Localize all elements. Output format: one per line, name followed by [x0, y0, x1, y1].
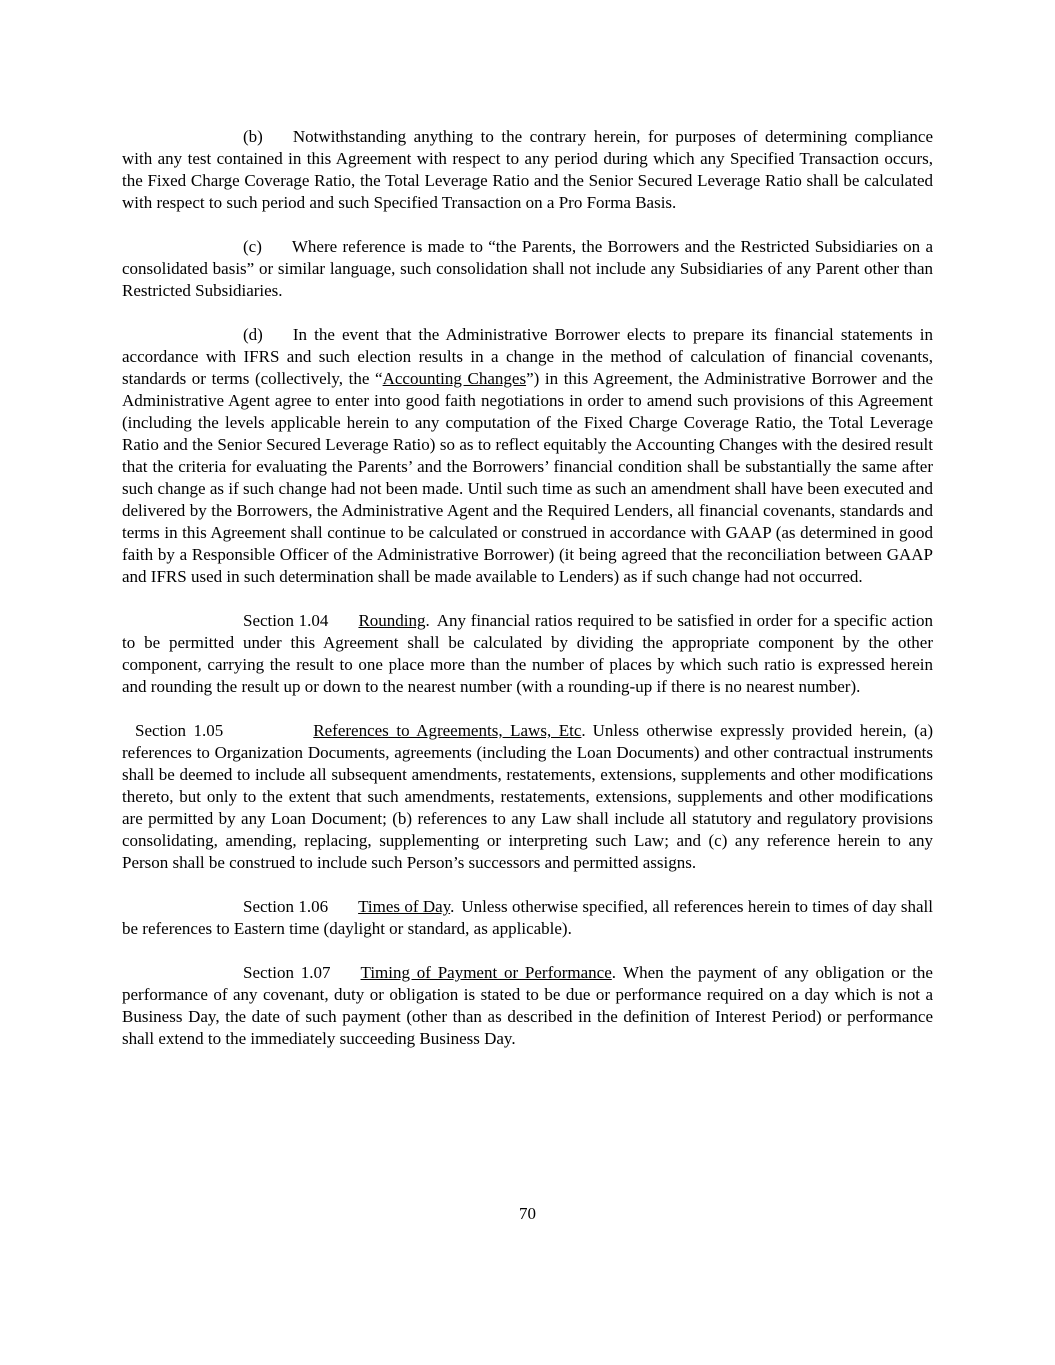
- section-1-05-text: Unless otherwise expressly provided herein, (a) references to Organization Documents, agreements (including the Loan Documents) and other contractual instruments shall be deemed to include all subsequent amendments, restatements, extensions, supplements and other modifications thereto, but only to the extent that such amendments, restatements, extensions, supplements and other modifications are permitted by any Loan Document; (b) references to any Law shall include all statutory and regulatory provisions consolidating, amending, replacing, supplementing or interpreting such Law; and (c) any reference herein to any Person shall be construed to include such Person’s successors and permitted assigns.: [122, 721, 933, 872]
- paragraph-c: [122, 236, 933, 302]
- section-1-06: [122, 896, 933, 940]
- paragraph-c-text: Where reference is made to “the Parents, the Borrowers and the Restricted Subsidiaries on a consolidated basis” or similar language, such consolidation shall not include any Subsidiaries of any Parent other than Restricted Subsidiaries.: [122, 237, 933, 300]
- section-1-07-label: Section 1.07: [243, 963, 331, 982]
- section-1-04: [122, 610, 933, 698]
- section-1-04-heading: Rounding: [358, 611, 426, 630]
- section-1-07-heading: Timing of Payment or Performance: [360, 963, 612, 982]
- section-1-05-heading-period: .: [581, 721, 586, 740]
- section-1-05-label: Section 1.05: [135, 721, 224, 740]
- paragraph-d-text-after: ”) in this Agreement, the Administrative Borrower and the Administrative Agent agree to enter into good faith negotiations in order to amend such provisions of this Agreement (including the levels applicable herein to any computation of the Fixed Charge Coverage Ratio, the Total Leverage Ratio and the Senior Secured Leverage Ratio) so as to reflect equitably the Accounting Changes with the desired result that the criteria for evaluating the Parents’ and the Borrowers’ financial condition shall be substantially the same after such change as if such change had not been made. Until such time as such an amendment shall have been executed and delivered by the Borrowers, the Administrative Agent and the Required Lenders, all financial covenants, standards and terms in this Agreement shall continue to be calculated or construed in accordance with GAAP (as determined in good faith by a Responsible Officer of the Administrative Borrower) (it being agreed that the reconciliation between GAAP and IFRS used in such determination shall be made available to Lenders) as if such change had not occurred.: [122, 369, 933, 586]
- page-number: 70: [519, 1204, 536, 1223]
- paragraph-d-label: (d): [243, 325, 263, 344]
- section-1-06-text: Unless otherwise specified, all references herein to times of day shall be references to Eastern time (daylight or standard, as applicable).: [122, 897, 934, 938]
- section-1-07-heading-period: .: [611, 963, 617, 982]
- defined-term-accounting-changes: Accounting Changes: [382, 369, 527, 388]
- section-1-06-heading: Times of Day: [358, 897, 451, 916]
- section-1-07-text: When the payment of any obligation or the performance of any covenant, duty or obligation is stated to be due or performance required on a day which is not a Business Day, the date of such payment (other than as described in the definition of Interest Period) or performance shall extend to the immediately succeeding Business Day.: [122, 963, 933, 1048]
- paragraph-b: [122, 126, 933, 214]
- section-1-04-heading-period: .: [425, 611, 430, 630]
- section-1-04-label: Section 1.04: [243, 611, 329, 630]
- paragraph-d: [122, 324, 933, 588]
- paragraph-b-label: (b): [243, 127, 263, 146]
- section-1-05: [122, 720, 933, 874]
- paragraph-b-text: Notwithstanding anything to the contrary herein, for purposes of determining compliance with any test contained in this Agreement with respect to any period during which any Specified Transaction occurs, the Fixed Charge Coverage Ratio, the Total Leverage Ratio and the Senior Secured Leverage Ratio shall be calculated with respect to such period and such Specified Transaction on a Pro Forma Basis.: [122, 127, 933, 212]
- paragraph-c-label: (c): [243, 237, 262, 256]
- section-1-07: [122, 962, 933, 1050]
- section-1-04-text: Any financial ratios required to be satisfied in order for a specific action to be permitted under this Agreement shall be calculated by dividing the appropriate component by the other component, carrying the result to one place more than the number of places by which such ratio is expressed herein and rounding the result up or down to the nearest number (with a rounding-up if there is no nearest number).: [122, 611, 933, 696]
- section-1-05-heading: References to Agreements, Laws, Etc: [313, 721, 582, 740]
- paragraph-d-text-before: In the event that the Administrative Borrower elects to prepare its financial statements in accordance with IFRS and such election results in a change in the method of calculation of financial covenants, standards or terms (collectively, the “: [122, 325, 933, 388]
- section-1-06-heading-period: .: [450, 897, 455, 916]
- section-1-06-label: Section 1.06: [243, 897, 329, 916]
